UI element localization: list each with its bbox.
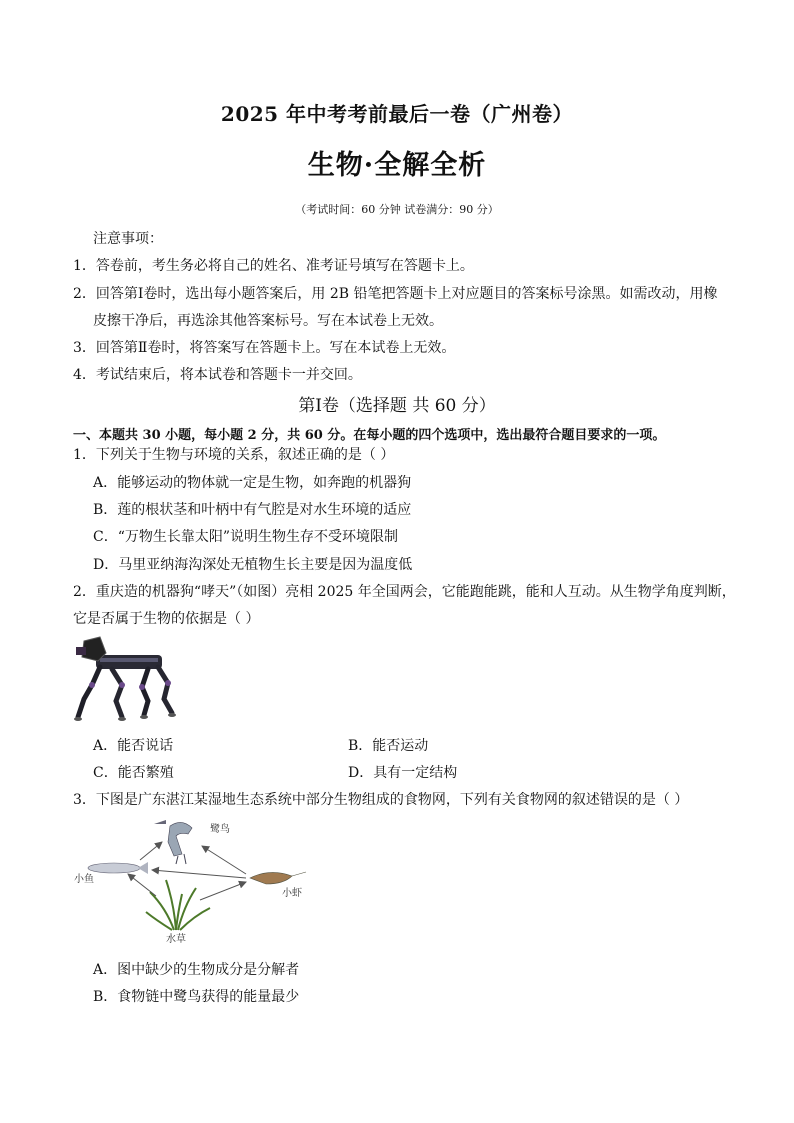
robot-dog-image [70,633,180,723]
q2-option-c: C．能否繁殖 [93,765,174,781]
label-fish: 小鱼 [74,874,94,885]
notice-item-4: 4．考试结束后，将本试卷和答题卡一并交回。 [73,367,362,383]
notice-item-1: 1．答卷前，考生务必将自己的姓名、准考证号填写在答题卡上。 [73,258,474,274]
q2-option-a: A．能否说话 [93,738,174,754]
q1-option-d: D．马里亚纳海沟深处无植物生长主要是因为温度低 [93,557,413,573]
shrimp-figure [250,872,306,884]
notice-item-2: 2．回答第Ⅰ卷时，选出每小题答案后，用 2B 铅笔把答题卡上对应题目的答案标号涂黑。如需改动，用橡 [73,286,718,302]
waterweed-figure [146,880,210,930]
q1-stem: 1．下列关于生物与环境的关系，叙述正确的是（ ） [73,447,395,463]
label-heron: 鹭鸟 [210,824,230,835]
page-subtitle: 生物·全解全析 [307,150,487,181]
section-instruction: 一、本题共 30 小题，每小题 2 分，共 60 分。在每小题的四个选项中，选出最符合题目要求的一项。 [73,428,666,443]
q1-option-a: A．能够运动的物体就一定是生物，如奔跑的机器狗 [93,475,412,491]
label-weed: 水草 [166,934,186,945]
fish-figure [88,862,148,874]
q3-option-a: A．图中缺少的生物成分是分解者 [93,962,300,978]
food-web-diagram [70,812,320,947]
q2-stem-line1: 2．重庆造的机器狗“哮天”（如图）亮相 2025 年全国两会，它能跑能跳，能和人互动。从生物学角度判断， [73,584,736,600]
notice-item-3: 3．回答第Ⅱ卷时，将答案写在答题卡上。写在本试卷上无效。 [73,340,456,356]
q2-option-d: D．具有一定结构 [348,765,458,781]
page-title: 2025 年中考考前最后一卷（广州卷） [220,102,574,126]
q2-option-b: B．能否运动 [348,738,429,754]
heron-figure [154,820,192,864]
q2-stem-line2: 它是否属于生物的依据是（ ） [73,611,260,627]
q3-stem: 3．下图是广东湛江某湿地生态系统中部分生物组成的食物网，下列有关食物网的叙述错误的是（ ） [73,792,689,808]
q3-option-b: B．食物链中鹭鸟获得的能量最少 [93,989,300,1005]
notice-item-2-cont: 皮擦干净后，再选涂其他答案标号。写在本试卷上无效。 [93,313,443,329]
label-shrimp: 小虾 [282,888,302,899]
section-title: 第Ⅰ卷（选择题 共 60 分） [298,396,496,416]
notice-heading: 注意事项： [93,231,163,247]
exam-info: （考试时间：60 分钟 试卷满分：90 分） [295,203,499,216]
q1-option-b: B．莲的根状茎和叶柄中有气腔是对水生环境的适应 [93,502,412,518]
q1-option-c: C．“万物生长靠太阳”说明生物生存不受环境限制 [93,529,399,545]
